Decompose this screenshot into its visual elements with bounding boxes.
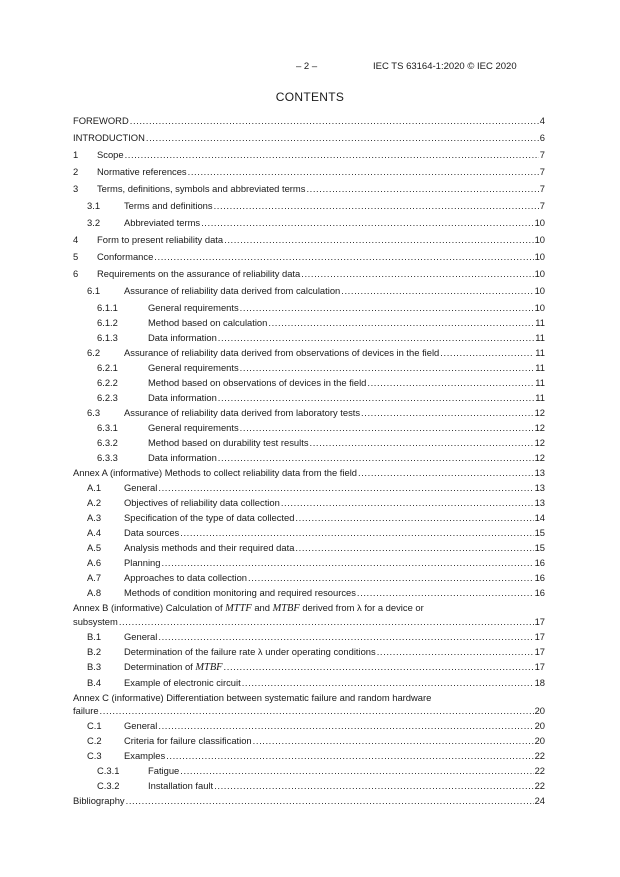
toc-entry-annex-c[interactable] — [73, 691, 545, 717]
toc-entry[interactable]: 6.1.1 General requirements ..... 10 — [73, 301, 545, 314]
toc-entry[interactable]: 6.1 Assurance of reliability data derived from calculation ..... 10 — [73, 284, 545, 297]
annex-b-title-line: Annex B (informative) Calculation of MTTF and MTBF derived from λ for a device or — [73, 602, 424, 614]
toc-entry[interactable]: 6.3 Assurance of reliability data derived from laboratory tests ..... 12 — [73, 406, 545, 419]
annex-c-continuation: failure ..... 20 — [73, 704, 545, 717]
toc-entry[interactable]: A.1 General ..... 13 — [73, 481, 545, 494]
toc-entry[interactable]: B.3 Determination of MTBF ..... 17 — [73, 660, 545, 674]
toc-entry[interactable]: C.1 General ..... 20 — [73, 719, 545, 732]
toc-entry[interactable]: C.3.2 Installation fault ..... 22 — [73, 779, 545, 792]
toc-entry[interactable]: 4 Form to present reliability data ..... 10 — [73, 233, 545, 246]
toc-entry[interactable]: 6.3.2 Method based on durability test results ..... 12 — [73, 436, 545, 449]
toc-entry[interactable]: B.4 Example of electronic circuit ..... 18 — [73, 676, 545, 689]
toc-entry[interactable]: 5 Conformance ..... 10 — [73, 250, 545, 263]
toc-entry[interactable]: 6.3.1 General requirements ..... 12 — [73, 421, 545, 434]
toc-entry[interactable]: 6.1.3 Data information ..... 11 — [73, 331, 545, 344]
toc-entry[interactable]: 6.3.3 Data information ..... 12 — [73, 451, 545, 464]
toc-entry[interactable]: 6 Requirements on the assurance of reliability data ..... 10 — [73, 267, 545, 280]
toc-entry[interactable]: 6.2 Assurance of reliability data derived from observations of devices in the field ..... 11 — [73, 346, 545, 359]
mtbf-symbol: MTBF — [272, 603, 300, 614]
toc-entry-annex-a[interactable]: Annex A (informative) Methods to collect reliability data from the field ..... 13 — [73, 466, 545, 479]
toc-entry[interactable]: 6.2.1 General requirements ..... 11 — [73, 361, 545, 374]
toc-entry[interactable]: 3 Terms, definitions, symbols and abbreviated terms ..... 7 — [73, 182, 545, 195]
toc-entry[interactable]: 6.2.2 Method based on observations of devices in the field ..... 11 — [73, 376, 545, 389]
annex-b-continuation: subsystem ..... 17 — [73, 615, 545, 628]
toc-entry[interactable]: A.8 Methods of condition monitoring and required resources ..... 16 — [73, 586, 545, 599]
toc-entry[interactable]: 3.2 Abbreviated terms ..... 10 — [73, 216, 545, 229]
toc-entry[interactable]: B.2 Determination of the failure rate λ under operating conditions ..... 17 — [73, 645, 545, 658]
toc-entry[interactable]: 6.2.3 Data information ..... 11 — [73, 391, 545, 404]
toc-entry[interactable]: 2 Normative references ..... 7 — [73, 165, 545, 178]
toc-entry[interactable]: A.4 Data sources ..... 15 — [73, 526, 545, 539]
toc-entry[interactable]: C.3.1 Fatigue ..... 22 — [73, 764, 545, 777]
toc-entry[interactable]: A.2 Objectives of reliability data collection ..... 13 — [73, 496, 545, 509]
toc-entry[interactable]: A.5 Analysis methods and their required data ..... 15 — [73, 541, 545, 554]
table-of-contents — [73, 114, 545, 809]
page-number-header: – 2 – — [296, 61, 318, 72]
toc-entry[interactable]: A.7 Approaches to data collection ..... 16 — [73, 571, 545, 584]
toc-entry-bibliography[interactable]: Bibliography ..... 24 — [73, 794, 545, 807]
mtbf-symbol: MTBF — [195, 662, 223, 673]
toc-entry-foreword[interactable]: FOREWORD ..... 4 — [73, 114, 545, 127]
toc-entry[interactable]: B.1 General ..... 17 — [73, 630, 545, 643]
standard-header: IEC TS 63164-1:2020 © IEC 2020 — [373, 61, 517, 72]
toc-entry[interactable]: C.2 Criteria for failure classification ..... 20 — [73, 734, 545, 747]
mttf-symbol: MTTF — [225, 603, 252, 614]
annex-c-title-line: Annex C (informative) Differentiation between systematic failure and random hardware — [73, 692, 432, 703]
toc-entry-annex-b[interactable] — [73, 601, 545, 628]
toc-entry[interactable]: A.6 Planning ..... 16 — [73, 556, 545, 569]
toc-entry-introduction[interactable]: INTRODUCTION ..... 6 — [73, 131, 545, 144]
toc-entry[interactable]: 6.1.2 Method based on calculation ..... 11 — [73, 316, 545, 329]
page-title: CONTENTS — [275, 90, 345, 104]
toc-entry[interactable]: 1 Scope ..... 7 — [73, 148, 545, 161]
toc-entry[interactable]: 3.1 Terms and definitions ..... 7 — [73, 199, 545, 212]
toc-entry[interactable]: C.3 Examples ..... 22 — [73, 749, 545, 762]
toc-entry[interactable]: A.3 Specification of the type of data collected ..... 14 — [73, 511, 545, 524]
